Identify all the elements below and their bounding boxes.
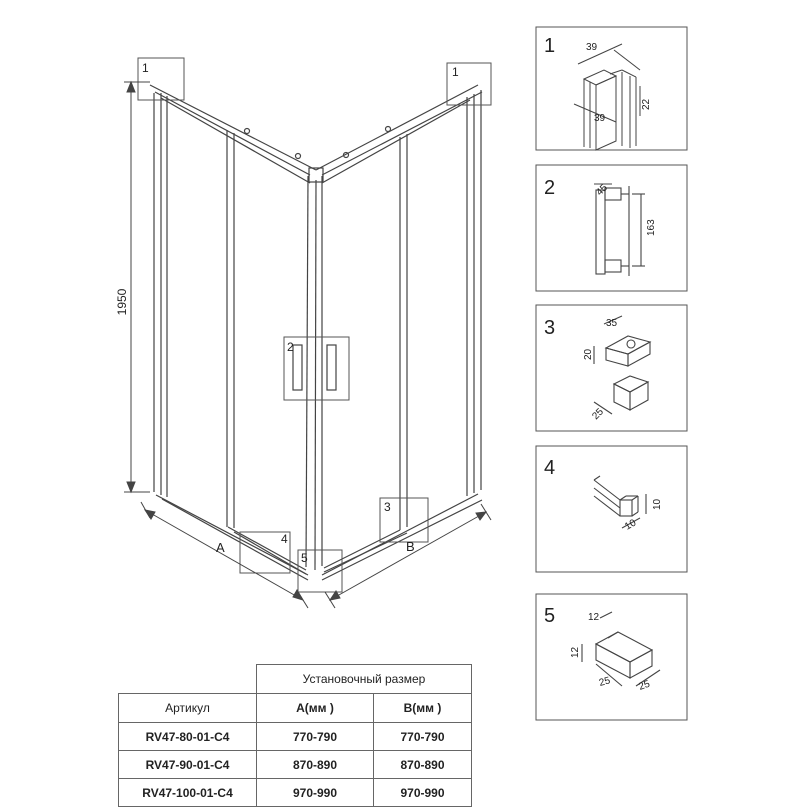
installation-size-table bbox=[118, 664, 472, 807]
corner-seal-detail-drawing bbox=[582, 612, 660, 686]
dimension-a-label: A bbox=[216, 540, 225, 555]
table-row bbox=[119, 723, 472, 751]
detail-4-dim-width: 10 bbox=[623, 517, 639, 533]
detail-4-dim-height: 10 bbox=[652, 498, 663, 510]
article-column-header: Артикул bbox=[119, 694, 257, 723]
callout-label-3: 3 bbox=[384, 500, 391, 514]
detail-1-dim-top: 39 bbox=[586, 42, 598, 53]
detail-panel-1 bbox=[536, 27, 687, 150]
detail-2-dim-length: 163 bbox=[646, 219, 657, 236]
detail-5-dim-height: 12 bbox=[570, 646, 581, 658]
detail-number-1: 1 bbox=[544, 35, 556, 57]
height-dimension: 1950 bbox=[115, 288, 129, 316]
b-size-cell: 870-890 bbox=[374, 751, 472, 779]
detail-2-dim-width: 45 bbox=[594, 182, 610, 199]
profile-detail-drawing bbox=[574, 44, 640, 150]
table-row bbox=[119, 779, 472, 807]
table-corner-blank bbox=[119, 665, 257, 694]
callout-label-2: 2 bbox=[287, 340, 294, 354]
article-cell: RV47-90-01-C4 bbox=[119, 751, 257, 779]
detail-number-5: 5 bbox=[544, 605, 556, 627]
dimension-b-label: B bbox=[406, 539, 415, 554]
detail-5-dim-top: 12 bbox=[588, 612, 600, 623]
callout-label-4: 4 bbox=[281, 532, 288, 546]
detail-3-dim-length: 35 bbox=[606, 318, 618, 329]
callout-label-1-left: 1 bbox=[142, 61, 149, 75]
callout-label-1-right: 1 bbox=[452, 65, 459, 79]
detail-1-dim-front: 39 bbox=[594, 113, 606, 124]
detail-5-dim-right: 25 bbox=[637, 678, 652, 693]
wall-mount-detail-drawing bbox=[594, 316, 650, 414]
a-size-cell: 970-990 bbox=[257, 779, 374, 807]
a-size-cell: 870-890 bbox=[257, 751, 374, 779]
callout-label-5: 5 bbox=[301, 551, 308, 565]
detail-number-3: 3 bbox=[544, 317, 556, 339]
b-column-header: В(мм ) bbox=[374, 694, 472, 723]
seal-strip-detail-drawing bbox=[594, 476, 646, 528]
detail-number-4: 4 bbox=[544, 457, 556, 479]
b-size-cell: 770-790 bbox=[374, 723, 472, 751]
detail-number-2: 2 bbox=[544, 177, 556, 199]
table-row bbox=[119, 751, 472, 779]
b-size-cell: 970-990 bbox=[374, 779, 472, 807]
a-size-cell: 770-790 bbox=[257, 723, 374, 751]
detail-5-dim-left: 25 bbox=[597, 675, 612, 689]
article-cell: RV47-80-01-C4 bbox=[119, 723, 257, 751]
installation-size-header: Установочный размер bbox=[257, 665, 472, 694]
article-cell: RV47-100-01-C4 bbox=[119, 779, 257, 807]
detail-panel-5 bbox=[536, 594, 687, 720]
detail-3-dim-height: 20 bbox=[583, 348, 594, 360]
a-column-header: А(мм ) bbox=[257, 694, 374, 723]
detail-3-dim-depth: 25 bbox=[590, 406, 606, 423]
detail-1-dim-depth: 22 bbox=[641, 98, 652, 110]
